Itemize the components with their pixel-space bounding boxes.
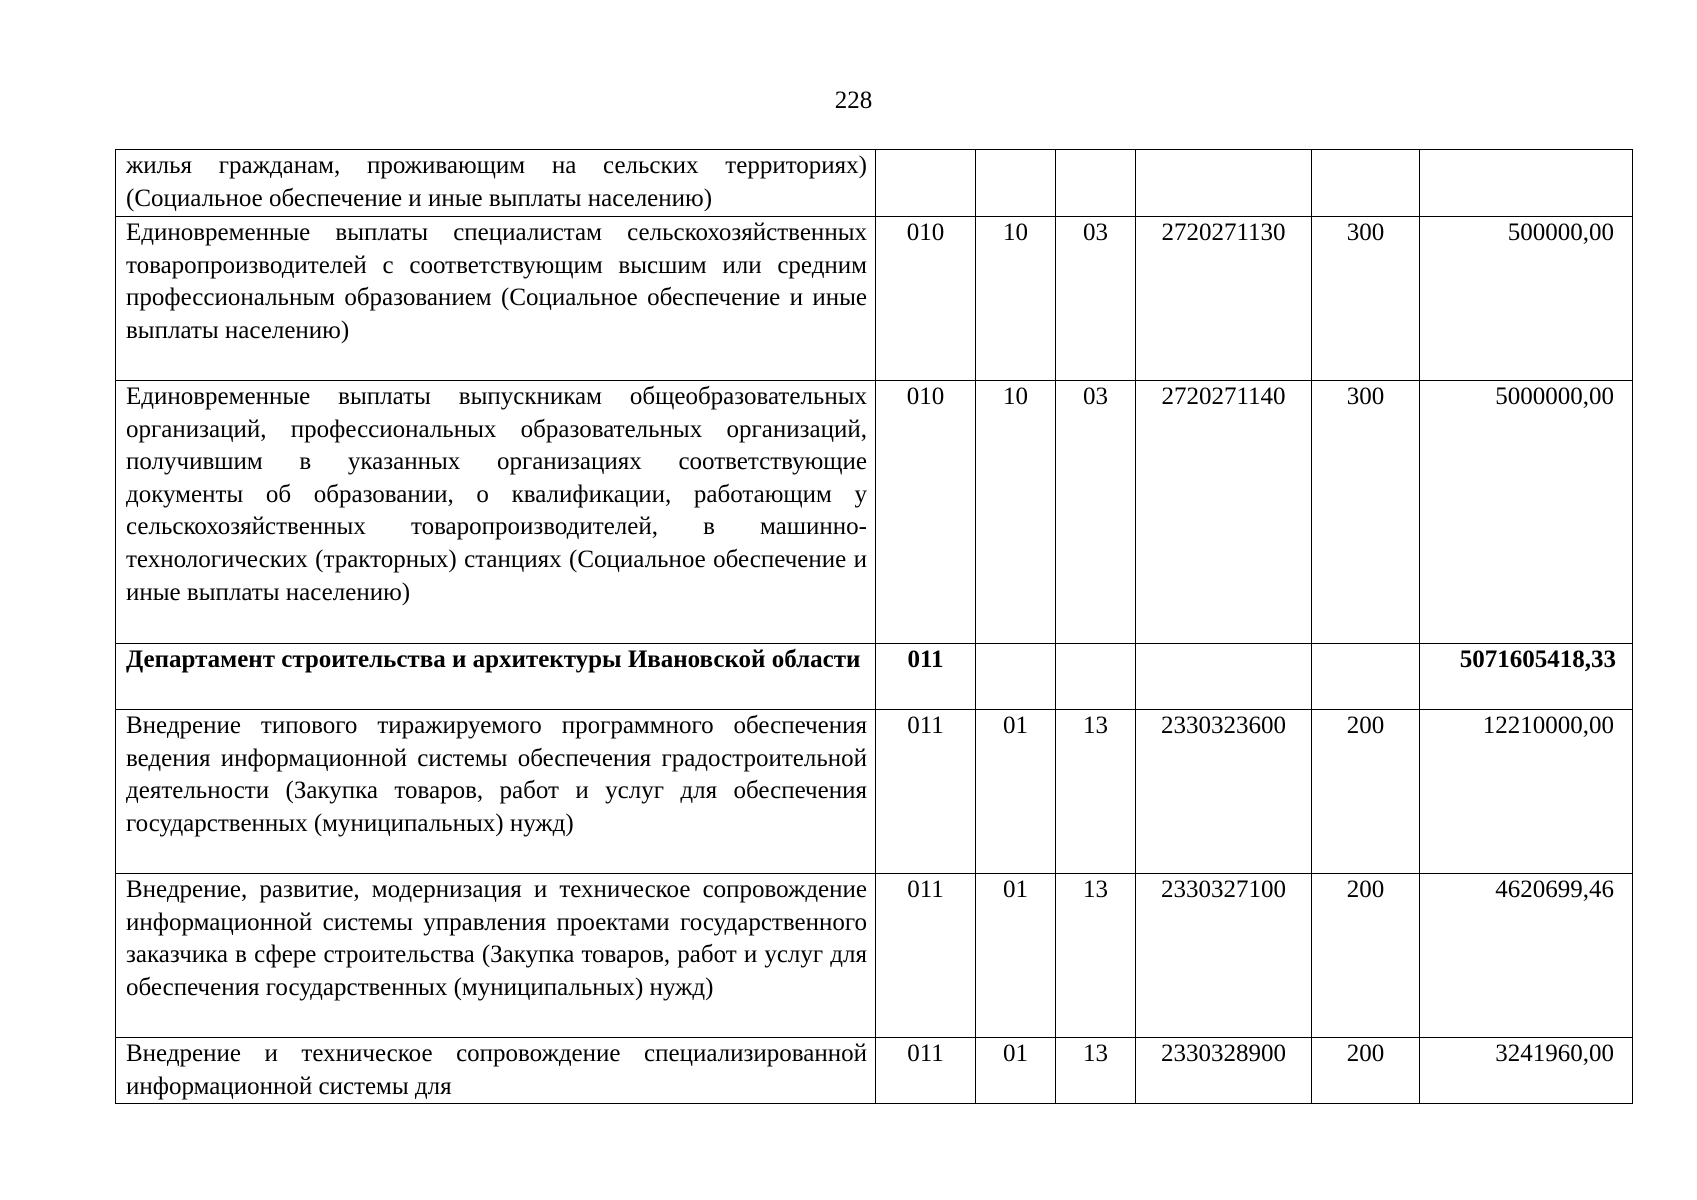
section-code (976, 150, 1056, 217)
subsection-code (1056, 150, 1136, 217)
expense-type-code: 300 (1312, 381, 1420, 644)
section-code (976, 644, 1056, 710)
amount: 3241960,00 (1420, 1038, 1633, 1104)
expense-type-code: 300 (1312, 217, 1420, 381)
section-code: 10 (976, 381, 1056, 644)
page-number: 228 (834, 87, 873, 114)
ministry-code: 010 (876, 217, 976, 381)
subsection-code: 03 (1056, 217, 1136, 381)
target-article-code (1136, 150, 1312, 217)
row-description: Единовременные выплаты выпускникам общеобразовательных организаций, профессиональных образовательных организаций, получившим в указанных организациях соответствующие документы об образовании, о квалификации, работающим у сельскохозяйственных товаропроизводителей, в машинно-технологических (тракторных) станциях (Социальное обеспечение и иные выплаты населению) (116, 381, 876, 644)
subsection-code: 03 (1056, 381, 1136, 644)
target-article-code: 2720271140 (1136, 381, 1312, 644)
subsection-code: 13 (1056, 874, 1136, 1038)
table-row (116, 150, 1633, 217)
row-description: жилья гражданам, проживающим на сельских территориях) (Социальное обеспечение и иные выплаты населению) (116, 150, 876, 217)
amount (1420, 150, 1633, 217)
ministry-code: 011 (876, 644, 976, 710)
ministry-code: 011 (876, 874, 976, 1038)
subsection-code: 13 (1056, 710, 1136, 874)
target-article-code: 2330328900 (1136, 1038, 1312, 1104)
ministry-code: 011 (876, 1038, 976, 1104)
expense-type-code (1312, 150, 1420, 217)
row-description: Внедрение типового тиражируемого программного обеспечения ведения информационной системы обеспечения градостроительной деятельности (Закупка товаров, работ и услуг для обеспечения государственных (муниципальных) нужд) (116, 710, 876, 874)
table-row (116, 710, 1633, 874)
section-code: 01 (976, 874, 1056, 1038)
expense-type-code: 200 (1312, 874, 1420, 1038)
target-article-code: 2330327100 (1136, 874, 1312, 1038)
table-row (116, 381, 1633, 644)
expense-type-code: 200 (1312, 710, 1420, 874)
amount: 12210000,00 (1420, 710, 1633, 874)
row-description: Внедрение и техническое сопровождение специализированной информационной системы для (116, 1038, 876, 1104)
expense-type-code: 200 (1312, 1038, 1420, 1104)
ministry-code (876, 150, 976, 217)
expense-type-code (1312, 644, 1420, 710)
amount: 4620699,46 (1420, 874, 1633, 1038)
section-code: 01 (976, 710, 1056, 874)
section-code: 10 (976, 217, 1056, 381)
ministry-code: 010 (876, 381, 976, 644)
target-article-code: 2330323600 (1136, 710, 1312, 874)
row-description: Департамент строительства и архитектуры Ивановской области (116, 644, 876, 710)
budget-table (115, 149, 1633, 1104)
row-description: Внедрение, развитие, модернизация и техническое сопровождение информационной системы управления проектами государственного заказчика в сфере строительства (Закупка товаров, работ и услуг для обеспечения государственных (муниципальных) нужд) (116, 874, 876, 1038)
subsection-code: 13 (1056, 1038, 1136, 1104)
amount: 500000,00 (1420, 217, 1633, 381)
ministry-code: 011 (876, 710, 976, 874)
amount: 5000000,00 (1420, 381, 1633, 644)
table-row (116, 644, 1633, 710)
table-row (116, 874, 1633, 1038)
target-article-code: 2720271130 (1136, 217, 1312, 381)
amount: 5071605418,33 (1420, 644, 1633, 710)
table-row (116, 1038, 1633, 1104)
table-row (116, 217, 1633, 381)
subsection-code (1056, 644, 1136, 710)
row-description: Единовременные выплаты специалистам сельскохозяйственных товаропроизводителей с соответствующим высшим или средним профессиональным образованием (Социальное обеспечение и иные выплаты населению) (116, 217, 876, 381)
section-code: 01 (976, 1038, 1056, 1104)
target-article-code (1136, 644, 1312, 710)
